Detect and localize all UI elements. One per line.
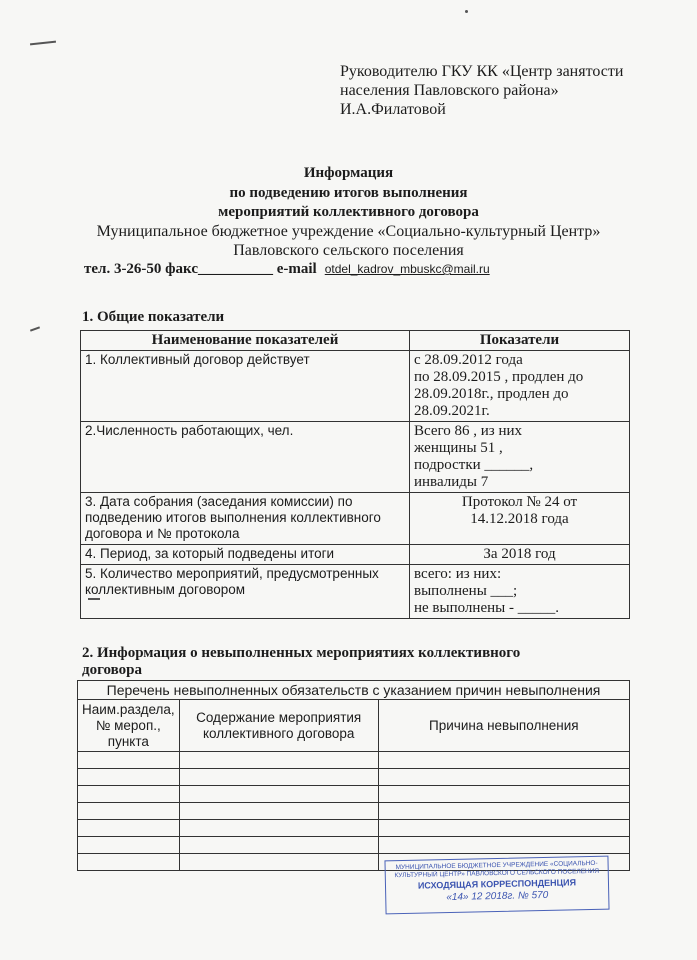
organization-locality: Павловского сельского поселения — [233, 242, 464, 259]
column-header: Причина невыполнения — [378, 700, 629, 752]
general-indicators-table — [80, 330, 630, 619]
value-line: выполнены ___; — [414, 583, 518, 599]
empty-cell — [179, 837, 378, 854]
empty-cell — [179, 769, 378, 786]
indicator-name: 2.Численность работающих, чел. — [81, 422, 410, 493]
value-line: 14.12.2018 года — [470, 511, 569, 527]
value-line: Всего 86 , из них — [414, 423, 523, 439]
stamp-org-line: МУНИЦИПАЛЬНОЕ БЮДЖЕТНОЕ УЧРЕЖДЕНИЕ «СОЦИАЛЬНО- — [395, 859, 598, 872]
addressee-line: населения Павловского района» — [340, 82, 559, 99]
table-row — [78, 786, 630, 803]
empty-cell — [378, 820, 629, 837]
value-line: женщины 51 , — [414, 440, 503, 456]
table-row — [78, 803, 630, 820]
indicator-value — [410, 565, 630, 619]
empty-cell — [378, 752, 629, 769]
value-line: Протокол № 24 от — [461, 494, 578, 510]
empty-cell — [179, 786, 378, 803]
indicator-value — [410, 493, 630, 545]
value-line: по 28.09.2015 , продлен до — [414, 369, 584, 385]
table-row — [81, 351, 630, 422]
indicator-value — [410, 545, 630, 565]
empty-cell — [78, 769, 180, 786]
section1-heading: 1. Общие показатели — [82, 309, 225, 325]
organization-name: Муниципальное бюджетное учреждение «Социально-культурный Центр» — [96, 223, 601, 240]
empty-cell — [378, 786, 629, 803]
column-header: Наим.раздела, № мероп., пункта — [78, 700, 180, 752]
empty-cell — [179, 820, 378, 837]
indicator-name: 4. Период, за который подведены итоги — [81, 545, 410, 565]
indicator-value — [410, 422, 630, 493]
indicator-name: 1. Коллективный договор действует — [81, 351, 410, 422]
table-row — [81, 545, 630, 565]
value-line: подростки ______, — [414, 457, 534, 473]
stamp-org-line: КУЛЬТУРНЫЙ ЦЕНТР» ПАВЛОВСКОГО СЕЛЬСКОГО ПОСЕЛЕНИЯ — [394, 867, 600, 880]
section2-heading — [82, 645, 520, 679]
value-line: инвалиды 7 — [414, 474, 489, 490]
addressee-block — [340, 62, 623, 119]
empty-cell — [378, 837, 629, 854]
section2-heading-line: договора — [82, 662, 142, 678]
contacts-phone-fax: тел. 3-26-50 факс__________ е-mail — [84, 261, 317, 277]
indicator-name: 3. Дата собрания (заседания комиссии) по подведению итогов выполнения коллективного договора и № протокола — [81, 493, 410, 545]
table-header-row — [78, 700, 630, 752]
empty-cell — [78, 837, 180, 854]
unfulfilled-obligations-table — [77, 680, 630, 871]
value-line: не выполнены - _____. — [414, 600, 559, 616]
column-header: Показатели — [410, 331, 630, 351]
empty-cell — [78, 820, 180, 837]
empty-cell — [78, 752, 180, 769]
value-line: За 2018 год — [483, 546, 556, 562]
empty-cell — [179, 854, 378, 871]
indicator-name: 5. Количество мероприятий, предусмотренных коллективным договором — [81, 565, 410, 619]
scan-mark — [30, 326, 40, 331]
empty-cell — [78, 854, 180, 871]
doc-title-line: по подведению итогов выполнения — [229, 185, 468, 201]
empty-cell — [179, 752, 378, 769]
doc-title-line: мероприятий коллективного договора — [218, 204, 479, 220]
column-header: Наименование показателей — [81, 331, 410, 351]
table-header-row — [81, 331, 630, 351]
empty-cell — [179, 803, 378, 820]
indicator-value — [410, 351, 630, 422]
stamp-date-number: «14» 12 2018г. № 570 — [446, 889, 549, 904]
empty-cell — [378, 803, 629, 820]
scan-mark — [30, 41, 56, 46]
table-caption: Перечень невыполненных обязательств с указанием причин невыполнения — [78, 681, 630, 700]
addressee-line: Руководителю ГКУ КК «Центр занятости — [340, 63, 624, 80]
table-row — [78, 752, 630, 769]
scan-mark — [88, 598, 100, 600]
value-line: 28.09.2021г. — [414, 403, 490, 419]
doc-title: Информация — [303, 165, 394, 181]
table-row — [81, 422, 630, 493]
table-row — [81, 565, 630, 619]
table-caption-row — [78, 681, 630, 700]
table-row — [78, 820, 630, 837]
empty-cell — [78, 786, 180, 803]
table-row — [78, 837, 630, 854]
value-line: всего: из них: — [414, 566, 502, 582]
value-line: 28.09.2018г., продлен до — [414, 386, 569, 402]
column-header: Содержание мероприятия коллективного договора — [179, 700, 378, 752]
value-line: с 28.09.2012 года — [414, 352, 523, 368]
empty-cell — [378, 769, 629, 786]
stamp-title: ИСХОДЯЩАЯ КОРРЕСПОНДЕНЦИЯ — [417, 877, 577, 891]
contacts-line — [84, 260, 490, 278]
addressee-name: И.А.Филатовой — [340, 101, 446, 118]
table-row — [81, 493, 630, 545]
section2-heading-line: 2. Информация о невыполненных мероприятиях коллективного — [82, 645, 521, 661]
registration-stamp — [384, 856, 609, 915]
empty-cell — [78, 803, 180, 820]
contacts-email: otdel_kadrov_mbuskc@mail.ru — [324, 262, 490, 276]
scan-dot — [465, 10, 468, 13]
table-row — [78, 769, 630, 786]
